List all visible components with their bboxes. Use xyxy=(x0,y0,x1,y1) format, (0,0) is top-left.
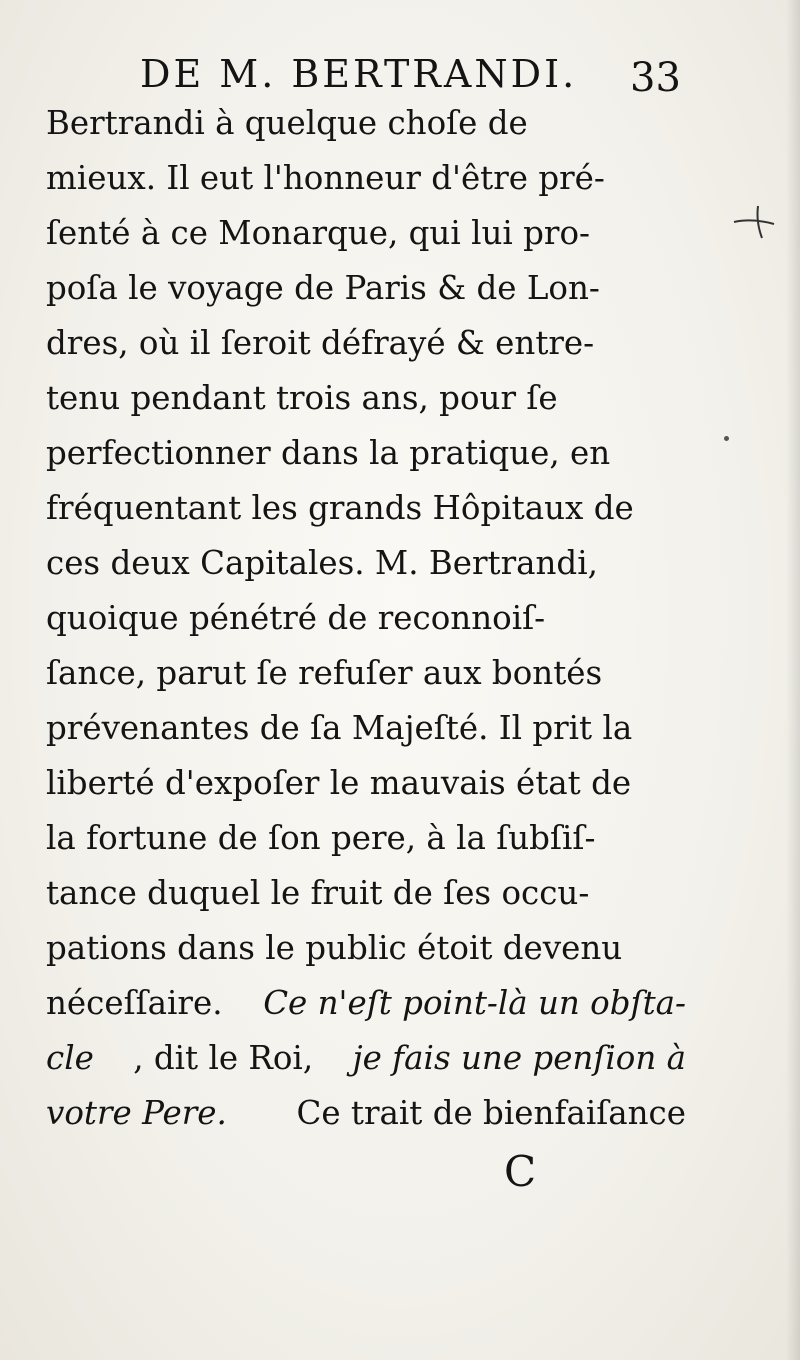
text-line: perfectionner dans la pratique, en xyxy=(46,434,611,472)
text-line: ces deux Capitales. M. Bertrandi, xyxy=(46,544,598,582)
text-line: liberté d'expoſer le mauvais état de xyxy=(46,764,632,802)
roman-run: néceſſaire. xyxy=(46,984,223,1022)
text-line: ſenté à ce Monarque, qui lui pro- xyxy=(46,214,591,252)
text-line: quoique pénétré de reconnoiſ- xyxy=(46,599,546,637)
text-line: poſa le voyage de Paris & de Lon- xyxy=(46,269,600,307)
signature-mark: C xyxy=(504,1147,537,1196)
roman-run: , dit le Roi, xyxy=(133,1039,314,1077)
roman-run: Ce trait de bienfaiſance xyxy=(296,1094,686,1132)
page-number: 33 xyxy=(630,55,681,101)
text-line: pations dans le public étoit devenu xyxy=(46,929,623,967)
running-title: DE M. BERTRANDI. xyxy=(140,52,578,96)
text-line: ſance, parut ſe refuſer aux bontés xyxy=(46,654,603,692)
text-line xyxy=(46,1031,686,1086)
cross-mark-icon xyxy=(732,204,776,240)
text-line: tenu pendant trois ans, pour ſe xyxy=(46,379,558,417)
text-line: mieux. Il eut l'honneur d'être pré- xyxy=(46,159,605,197)
body-text xyxy=(46,96,686,1141)
text-line: tance duquel le fruit de ſes occu- xyxy=(46,874,590,912)
text-line: la fortune de ſon pere, à la ſubſiſ- xyxy=(46,819,596,857)
italic-run: je fais une penſion à xyxy=(352,1039,686,1077)
text-line: fréquentant les grands Hôpitaux de xyxy=(46,489,634,527)
text-line: Bertrandi à quelque choſe de xyxy=(46,104,528,142)
ink-dot xyxy=(724,436,729,441)
text-line: dres, où il ſeroit défrayé & entre- xyxy=(46,324,595,362)
running-head xyxy=(0,44,800,104)
text-line xyxy=(46,976,686,1031)
text-line: prévenantes de ſa Majeſté. Il prit la xyxy=(46,709,633,747)
page-edge-shadow xyxy=(786,0,800,1360)
text-line xyxy=(46,1086,686,1141)
italic-run: votre Pere. xyxy=(46,1094,227,1132)
italic-run: cle xyxy=(46,1039,94,1077)
italic-run: Ce n'eſt point-là un obſta- xyxy=(263,984,686,1022)
